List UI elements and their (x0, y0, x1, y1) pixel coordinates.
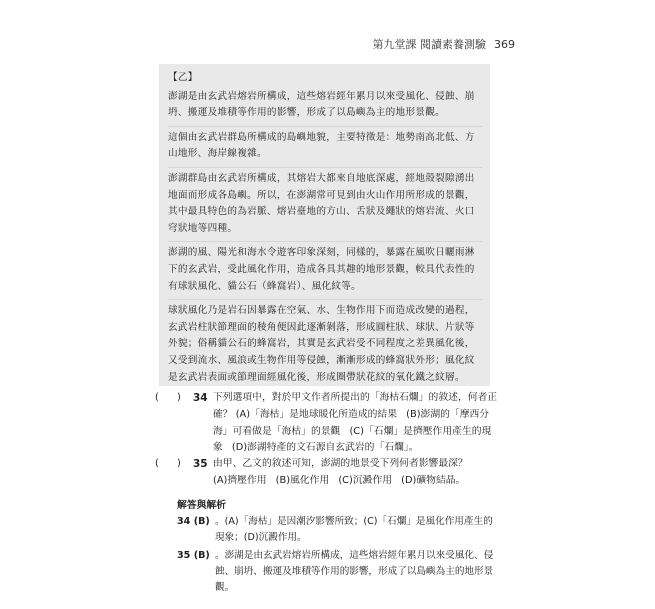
question-stem: 下列選項中，對於甲文作者所提出的「海枯石爛」的敘述，何者正確？ (213, 392, 498, 420)
question-35 (155, 456, 500, 490)
excerpt-paragraph: 這個由玄武岩群島所構成的島嶼地貌，主要特徵是：地勢南高北低、方山地形、海岸線複雜。 (168, 126, 482, 163)
answer-blank-open: ( (155, 458, 159, 469)
option-a: (A)擠壓作用 (213, 474, 267, 486)
question-body (213, 390, 500, 457)
excerpt-tag: 【乙】 (168, 72, 198, 83)
option-c: (C)沉澱作用 (338, 474, 393, 486)
answer-blank-open: ( (155, 392, 159, 403)
answer-label: 35 (B) (177, 550, 210, 561)
answers-heading: 解答與解析 (177, 500, 226, 511)
answer-explanation: 。(A)「海枯」是因潮汐影響所致；(C)「石爛」是風化作用產生的現象；(D)沉澱作用。 (215, 516, 493, 543)
excerpt-paragraph: 澎湖是由玄武岩熔岩所構成，這些熔岩經年累月以來受風化、侵蝕、崩坍、搬運及堆積等作用的影響，形成了以島嶼為主的地形景觀。 (168, 90, 475, 119)
option-c: (C)「石爛」是擠壓作用產生的現象 (213, 425, 492, 454)
question-34 (155, 390, 500, 457)
question-body (213, 456, 500, 490)
question-number: 35 (193, 458, 208, 470)
question-number: 34 (193, 392, 208, 404)
excerpt-paragraph: 澎湖的風、陽光和海水令遊客印象深刻，同樣的，暴露在風吹日曬雨淋下的玄武岩，受此風化作用，造成各具其趣的地形景觀，較具代表性的有球狀風化、貓公石（蜂窩岩）、風化紋等。 (168, 241, 482, 295)
answer-label: 34 (B) (177, 516, 210, 527)
page-header (373, 36, 516, 52)
option-d: (D)礦物結晶。 (401, 474, 466, 486)
answer-35 (177, 548, 497, 596)
answer-34 (177, 514, 497, 546)
option-a: (A)「海枯」是地球暖化所造成的結果 (235, 408, 398, 420)
answer-blank-close: ) (177, 458, 181, 469)
option-b: (B)澎湖的「摩西分海」可看做是「海枯」的景觀 (213, 408, 490, 437)
excerpt-paragraph: 澎湖群島由玄武岩所構成，其熔岩大都來自地底深處，經地殼裂隙湧出地面而形成各島嶼。所以，在澎湖常可見到由火山作用所形成的景觀，其中最具特色的為岩脈、熔岩臺地的方山、舌狀及繩狀的熔岩流、火口穹狀地等四種。 (168, 167, 482, 237)
excerpt-paragraph: 球狀風化乃是岩石因暴露在空氣、水、生物作用下而造成改變的過程，玄武岩柱狀節理面的稜角便因此逐漸剝落，形成圓柱狀、球狀、片狀等外貌；俗稱貓公石的蜂窩岩，其實是玄武岩受不同程度之差異風化後，又受到流水、風浪或生物作用等侵蝕，漸漸形成的蜂窩狀外形；風化紋是玄武岩表面或節理面經風化後，形成圈帶狀花紋的氧化鐵之紋層。 (168, 299, 482, 386)
option-d: (D)澎湖特產的文石源自玄武岩的「石爛」。 (231, 442, 419, 454)
question-stem: 由甲、乙文的敘述可知，澎湖的地景受下列何者影響最深？ (213, 458, 468, 469)
chapter-title: 第九堂課 閱讀素養測驗 (372, 38, 486, 51)
answer-explanation: 。澎湖是由玄武岩熔岩所構成，這些熔岩經年累月以來受風化、侵蝕、崩坍、搬運及堆積等作用的影響，形成了以島嶼為主的地形景觀。 (215, 550, 494, 593)
answer-blank-close: ) (177, 392, 181, 403)
option-b: (B)風化作用 (275, 474, 330, 486)
reading-excerpt-box (159, 64, 490, 386)
page-number: 369 (494, 38, 515, 51)
